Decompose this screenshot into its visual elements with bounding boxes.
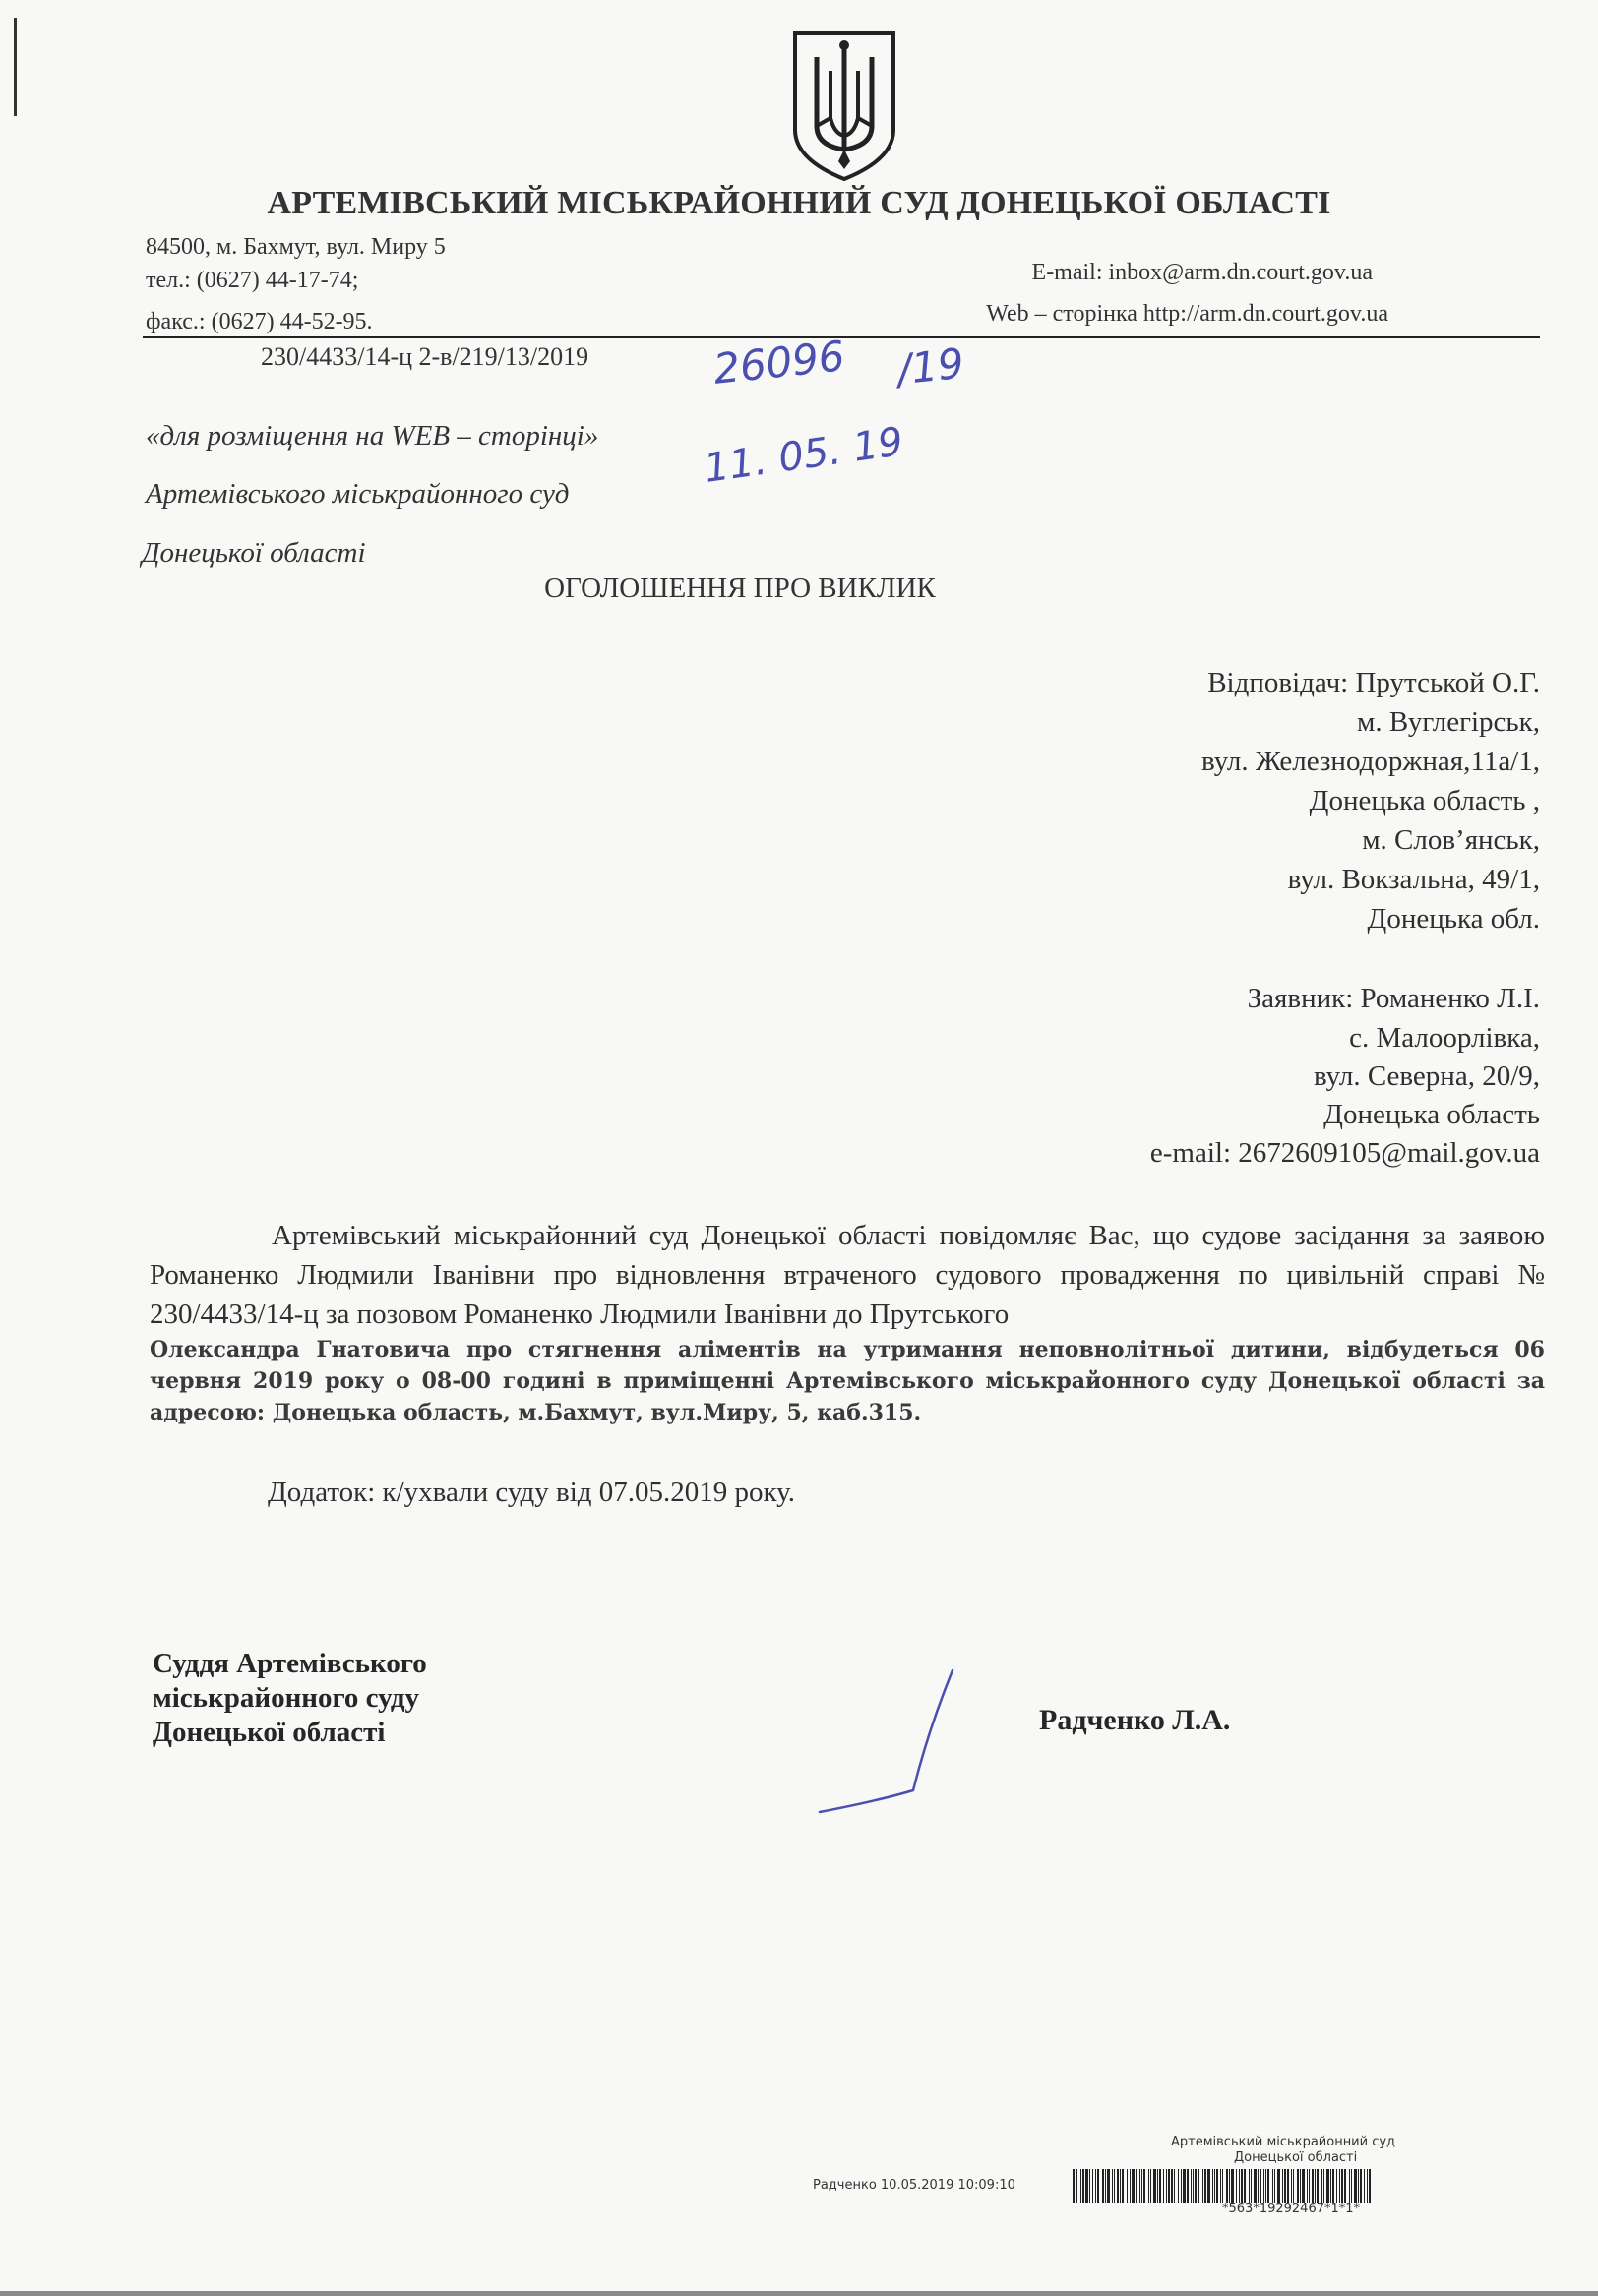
signature-title-line1: Суддя Артемівського: [153, 1648, 427, 1679]
handwritten-date: 11. 05. 19: [701, 419, 906, 492]
court-email: E-mail: inbox@arm.dn.court.gov.ua: [1031, 260, 1373, 285]
judge-name: Радченко Л.А.: [1039, 1704, 1231, 1736]
scan-edge-mark: [14, 18, 17, 116]
notice-body: [150, 1216, 1545, 1428]
respondent-line: м. Вуглегірськ,: [1357, 706, 1540, 738]
web-note-line2: Артемівського міськрайонного суд: [146, 478, 570, 510]
applicant-email: e-mail: 2672609105@mail.gov.ua: [1149, 1137, 1540, 1169]
handwritten-reg-suffix: /19: [894, 338, 966, 394]
signature-title-line3: Донецької області: [153, 1717, 386, 1748]
attachment-note: Додаток: к/ухвали суду від 07.05.2019 року.: [268, 1477, 796, 1508]
web-note-line3: Донецької області: [142, 537, 366, 569]
respondent-line: Відповідач: Прутськой О.Г.: [1207, 667, 1540, 698]
court-website: Web – сторінка http://arm.dn.court.gov.ua: [986, 301, 1388, 327]
barcode: [1073, 2169, 1549, 2203]
stamp-court-line1: Артемівський міськрайонний суд: [1171, 2135, 1396, 2149]
court-fax: факс.: (0627) 44-52-95.: [146, 309, 373, 334]
stamp-court-line2: Донецької області: [1234, 2150, 1358, 2165]
respondent-line: Донецька обл.: [1367, 903, 1540, 935]
web-note-line1: «для розміщення на WEB – сторінці»: [146, 420, 599, 452]
respondent-line: вул. Железнодоржная,11а/1,: [1201, 746, 1540, 777]
signature-title-line2: міськрайонного суду: [153, 1682, 420, 1714]
handwritten-signature: [812, 1662, 959, 1820]
handwritten-reg-number: 26096: [710, 332, 847, 393]
applicant-line: Донецька область: [1323, 1099, 1540, 1130]
respondent-line: м. Слов’янськ,: [1362, 824, 1540, 856]
applicant-line: Заявник: Романенко Л.І.: [1247, 983, 1540, 1014]
court-title: АРТЕМІВСЬКИЙ МІСЬКРАЙОННИЙ СУД ДОНЕЦЬКОЇ ОБЛАСТІ: [267, 185, 1331, 221]
applicant-line: вул. Северна, 20/9,: [1313, 1060, 1540, 1092]
respondent-line: Донецька область ,: [1309, 785, 1540, 816]
court-phone: тел.: (0627) 44-17-74;: [146, 268, 359, 293]
respondent-line: вул. Вокзальна, 49/1,: [1287, 864, 1540, 895]
document-heading: ОГОЛОШЕННЯ ПРО ВИКЛИК: [544, 573, 936, 604]
applicant-line: с. Малоорлівка,: [1349, 1022, 1540, 1054]
notice-body-text: Артемівський міськрайонний суд Донецької області повідомляє Вас, що судове засідання за заявою Романенко Людмили Іванівни про відновлення втраченого судового провадження по цивільній справі № 230/4433/14-ц за позовом Романенко Людмили Іванівни до Прутського: [150, 1220, 1545, 1330]
stamp-registered: Радченко 10.05.2019 10:09:10: [813, 2178, 1015, 2193]
scan-bottom-edge: [0, 2291, 1598, 2296]
case-numbers: 230/4433/14-ц 2-в/219/13/2019: [261, 342, 589, 371]
notice-body-bold: Олександра Гнатовича про стягнення аліментів на утримання неповнолітньої дитини, відбудеться 06 червня 2019 року о 08-00 годині в приміщенні Артемівського міськрайонного суду Донецької області за адресою: Донецька область, м.Бахмут, вул.Миру, 5, каб.315.: [150, 1337, 1545, 1425]
barcode-code: *563*19292467*1*1*: [1222, 2202, 1361, 2216]
court-address: 84500, м. Бахмут, вул. Миру 5: [146, 234, 446, 260]
coat-of-arms-icon: [787, 28, 901, 183]
